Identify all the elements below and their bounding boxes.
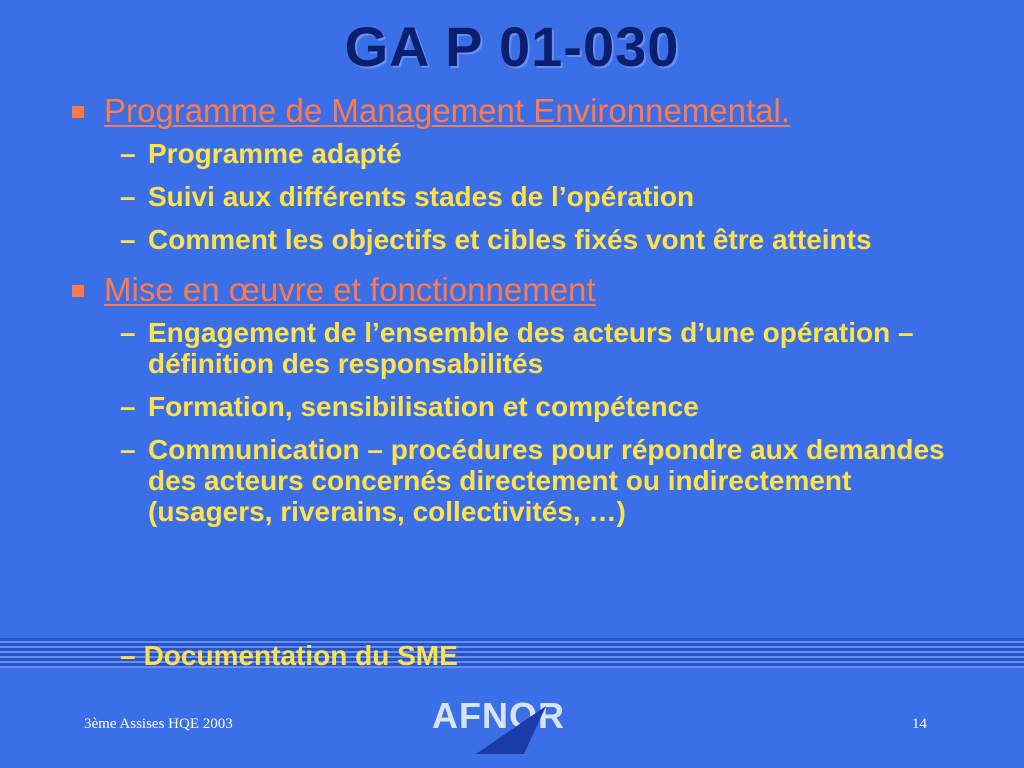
footer-event-label: 3ème Assises HQE 2003 [84,716,233,732]
bullet-level2 [120,181,970,212]
bullet-level2 [120,434,950,527]
dash-icon: – [120,138,136,169]
bullet-level2-text: Engagement de l’ensemble des acteurs d’une opération – définition des responsabilités [148,317,914,379]
bullet-level2 [120,138,970,169]
dash-icon: – [120,317,136,348]
dash-icon: – [120,640,136,671]
bullet-level2-text: Comment les objectifs et cibles fixés vont être atteints [148,224,872,255]
bullet-level2 [120,224,940,255]
dash-icon: – [120,181,136,212]
bullet-level1 [70,94,970,128]
logo-text: AFNOR [432,695,565,736]
page-number: 14 [912,716,927,732]
bullet-level2-text: Suivi aux différents stades de l’opération [148,181,695,212]
bullet-level1-text: Mise en œuvre et fonctionnement [104,271,596,308]
bullet-level1 [70,273,970,307]
bullet-level2 [120,640,458,671]
bullet-level2-text: Formation, sensibilisation et compétence [148,391,699,422]
square-bullet-icon [72,106,84,118]
bullet-level2 [120,391,970,422]
slide-title: GA P 01-030 [344,15,680,78]
dash-icon: – [120,434,136,465]
bullet-level2-text: Communication – procédures pour répondre aux demandes des acteurs concernés directement ou indirectement (usagers, riverains, collectivités, …) [148,434,945,527]
bullet-level2-text: Programme adapté [148,138,402,169]
afnor-logo-icon [428,694,598,754]
bullet-level2-text: Documentation du SME [143,640,458,671]
bullet-level1-text: Programme de Management Environnemental. [104,92,791,129]
dash-icon: – [120,391,136,422]
slide-content [70,94,970,527]
dash-icon: – [120,224,136,255]
bullet-level2 [120,317,920,379]
square-bullet-icon [72,285,84,297]
